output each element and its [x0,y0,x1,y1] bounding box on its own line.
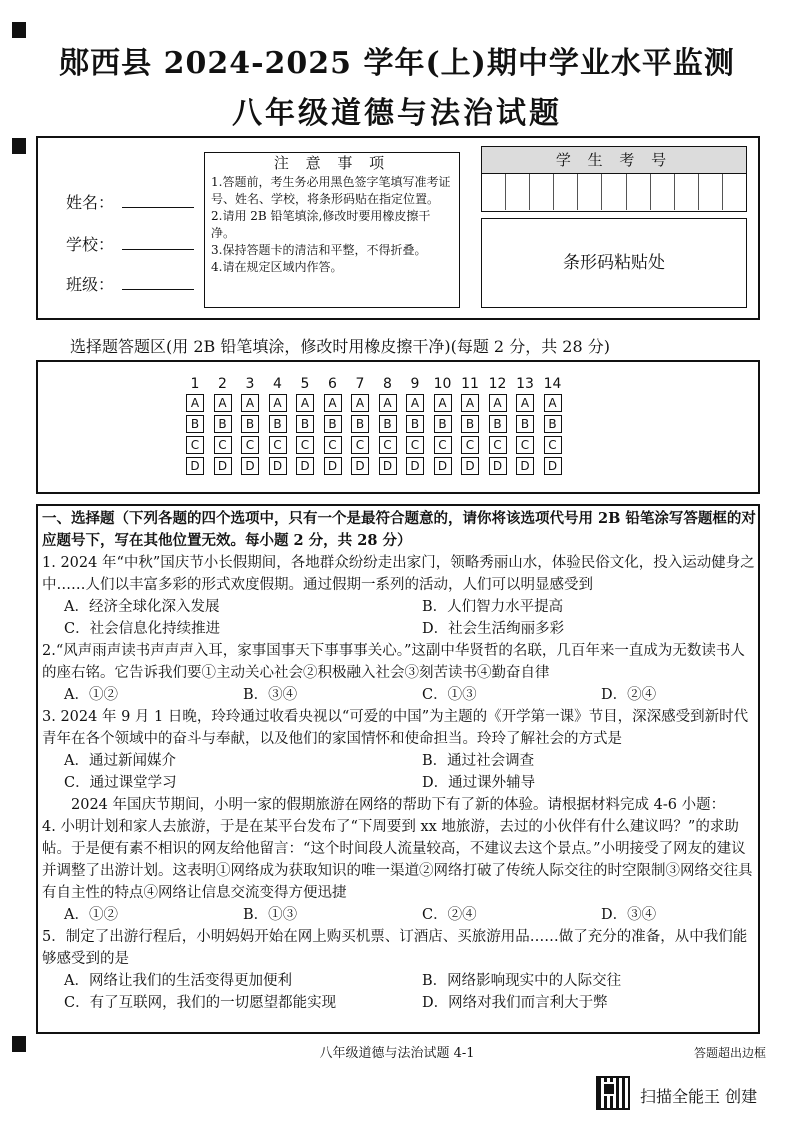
bubble-column [514,374,536,478]
section-intro: 一、选择题（下列各题的四个选项中，只有一个是最符合题意的，请你将该选项代号用 2B 铅笔涂写答题框的对应题号下，写在其他位置无效。每小题 2 分，共 28 分） [42,510,756,549]
class-field[interactable]: 班级： [66,272,194,295]
answer-bubble[interactable]: D [214,457,232,475]
question-number: 10 [433,376,452,392]
answer-bubble[interactable]: C [461,436,479,454]
footer-note: 答题超出边框 [694,1046,767,1060]
option: B．③④ [243,687,298,703]
option: A．经济全球化深入发展 [64,599,220,615]
option: C．社会信息化持续推进 [64,621,221,637]
answer-bubble[interactable]: D [269,457,287,475]
answer-bubble[interactable]: A [214,394,232,412]
option: D．网络对我们而言利大于弊 [422,995,608,1011]
question-number: 12 [488,376,507,392]
answer-bubble[interactable]: B [489,415,507,433]
question-number: 5 [300,376,310,392]
notice-item: 2.请用 2B 铅笔填涂,修改时要用橡皮擦干净。 [211,209,431,240]
question-number: 3 [245,376,255,392]
answer-bubble[interactable]: D [516,457,534,475]
option: C．有了互联网，我们的一切愿望都能实现 [64,995,337,1011]
answer-bubble[interactable]: B [379,415,397,433]
option: B．①③ [243,907,298,923]
option: A．①② [64,907,118,923]
answer-bubble[interactable]: B [241,415,259,433]
exam-title: 郧西县 2024-2025 学年(上)期中学业水平监测 [59,46,735,81]
question-1-options [42,596,758,640]
notice-item: 3.保持答题卡的清洁和平整，不得折叠。 [211,243,427,257]
question-4-stem: 4. 小明计划和家人去旅游，于是在某平台发布了“下周要到 xx 地旅游，去过的小伙伴有什么建议吗？”的求助帖。于是便有素不相识的网友给他留言：“这个时间段人流量较高，不建议去这个景点。”小明接受了网友的建议并调整了出游计划。这表明①网络成为获取知识的唯一渠道②网络打破了传统人际交往的时空限制③网络交往具有自主性的特点④网络让信息交流变得方便迅捷 [42,819,753,901]
choice-area-heading: 选择题答题区(用 2B 铅笔填涂，修改时用橡皮擦干净)(每题 2 分，共 28 分) [70,337,610,356]
question-number: 1 [190,376,200,392]
scanner-watermark: 扫描全能王 创建 [640,1087,758,1106]
bubble-column [239,374,261,478]
school-field[interactable]: 学校： [66,232,194,255]
bubble-column [267,374,289,478]
answer-bubble[interactable]: C [324,436,342,454]
bubble-column [404,374,426,478]
question-5-stem: 5．制定了出游行程后，小明妈妈开始在网上购买机票、订酒店、买旅游用品……做了充分的准备，从中我们能够感受到的是 [42,929,748,967]
answer-bubble[interactable]: A [461,394,479,412]
answer-bubble[interactable]: C [516,436,534,454]
question-4-options [42,904,758,926]
answer-bubble[interactable]: C [351,436,369,454]
answer-bubble[interactable]: B [434,415,452,433]
question-5-options [42,970,758,1014]
answer-bubble[interactable]: B [516,415,534,433]
answer-bubble[interactable]: B [269,415,287,433]
answer-bubble-box [36,360,760,494]
option: A．网络让我们的生活变得更加便利 [64,973,292,989]
answer-bubble[interactable]: B [186,415,204,433]
notice-title: 注 意 事 项 [273,154,391,172]
bubble-column [432,374,454,478]
name-field[interactable]: 姓名： [66,190,194,213]
question-number: 7 [355,376,365,392]
answer-bubble[interactable]: B [324,415,342,433]
bubble-column [377,374,399,478]
bubble-column [542,374,564,478]
notice-item: 4.请在规定区域内作答。 [211,260,343,274]
question-number: 14 [543,376,562,392]
barcode-area: 条形码粘贴处 [481,218,747,308]
answer-bubble[interactable]: A [296,394,314,412]
question-number: 13 [516,376,534,392]
answer-bubble[interactable]: C [296,436,314,454]
option: B．网络影响现实中的人际交往 [422,973,622,989]
answer-bubble[interactable]: C [406,436,424,454]
answer-bubble[interactable]: A [434,394,452,412]
answer-bubble[interactable]: C [544,436,562,454]
bubble-column [212,374,234,478]
answer-bubble[interactable]: C [379,436,397,454]
answer-bubble[interactable]: A [544,394,562,412]
answer-bubble[interactable]: D [296,457,314,475]
question-number: 9 [410,376,420,392]
answer-bubble[interactable]: D [186,457,204,475]
alignment-mark-left-upper [12,138,26,154]
page-footer: 八年级道德与法治试题 4-1 [319,1046,475,1061]
exam-subtitle: 八年级道德与法治试题 [232,96,562,131]
alignment-mark-top-left [12,22,26,38]
bubble-column [184,374,206,478]
question-number: 4 [273,376,282,392]
answer-bubble[interactable]: A [241,394,259,412]
option: C．①③ [422,687,477,703]
student-id-box[interactable] [481,146,747,212]
answer-bubble[interactable]: B [544,415,562,433]
info-header-box [36,136,760,320]
answer-bubble[interactable]: C [241,436,259,454]
notice-box [204,152,460,308]
material-intro: 2024 年国庆节期间，小明一家的假期旅游在网络的帮助下有了新的体验。请根据材料完成 4-6 小题： [71,797,726,813]
answer-bubble[interactable]: A [516,394,534,412]
question-number: 2 [218,376,227,392]
answer-bubble[interactable]: D [489,457,507,475]
answer-bubble[interactable]: A [324,394,342,412]
question-number: 6 [328,376,337,392]
qr-code-icon [596,1076,630,1110]
answer-bubble[interactable]: C [214,436,232,454]
answer-bubble[interactable]: B [296,415,314,433]
answer-bubble[interactable]: A [489,394,507,412]
student-id-title: 学 生 考 号 [482,147,746,174]
option: D．社会生活绚丽多彩 [422,621,565,637]
question-3-options [42,750,758,794]
answer-bubble[interactable]: A [351,394,369,412]
option: B．通过社会调查 [422,753,535,769]
option: C．通过课堂学习 [64,775,177,791]
option: D．②④ [601,687,657,703]
answer-bubble[interactable]: C [269,436,287,454]
answer-bubble[interactable]: D [351,457,369,475]
answer-bubble[interactable]: B [351,415,369,433]
answer-bubble[interactable]: A [269,394,287,412]
option: A．①② [64,687,118,703]
bubble-column [487,374,509,478]
option: C．②④ [422,907,477,923]
option: D．③④ [601,907,657,923]
answer-bubble[interactable]: D [406,457,424,475]
answer-bubble[interactable]: A [379,394,397,412]
answer-bubble[interactable]: B [461,415,479,433]
answer-bubble[interactable]: A [186,394,204,412]
answer-bubble[interactable]: D [434,457,452,475]
question-1-stem: 1. 2024 年“中秋”国庆节小长假期间，各地群众纷纷走出家门，领略秀丽山水，体验民俗文化，投入运动健身之中……人们以丰富多彩的形式欢度假期。通过假期一系列的活动，人们可以明显感受到 [42,555,755,593]
answer-bubble[interactable]: C [434,436,452,454]
answer-bubble[interactable]: D [379,457,397,475]
answer-bubble[interactable]: D [461,457,479,475]
bubble-column [322,374,344,478]
bubble-column [459,374,481,478]
answer-bubble[interactable]: D [544,457,562,475]
student-id-cells[interactable] [482,174,746,210]
option: A．通过新闻媒介 [64,753,176,769]
answer-bubble[interactable]: A [406,394,424,412]
question-number: 8 [383,376,392,392]
answer-bubble[interactable]: B [406,415,424,433]
bubble-column [294,374,316,478]
answer-bubble[interactable]: C [489,436,507,454]
question-2-stem: 2.“风声雨声读书声声声入耳，家事国事天下事事事关心。”这副中华贤哲的名联，几百年来一直成为无数读书人的座右铭。它告诉我们要①主动关心社会②积极融入社会③刻苦读书④勤奋自律 [42,643,745,681]
questions [42,508,758,1014]
option: D．通过课外辅导 [422,775,536,791]
option: B．人们智力水平提高 [422,599,564,615]
notice-item: 1.答题前，考生务必用黑色签字笔填写准考证号、姓名、学校，将条形码贴在指定位置。 [211,175,451,206]
bubble-column [349,374,371,478]
answer-bubble[interactable]: C [186,436,204,454]
answer-bubble[interactable]: B [214,415,232,433]
answer-bubble[interactable]: D [241,457,259,475]
answer-bubble[interactable]: D [324,457,342,475]
question-2-options [42,684,758,706]
question-number: 11 [461,376,479,392]
question-3-stem: 3. 2024 年 9 月 1 日晚，玲玲通过收看央视以“可爱的中国”为主题的《开学第一课》节目，深深感受到新时代青年在各个领域中的奋斗与奉献，以及他们的家国情怀和使命担当。玲玲了解社会的方式是 [42,709,749,747]
